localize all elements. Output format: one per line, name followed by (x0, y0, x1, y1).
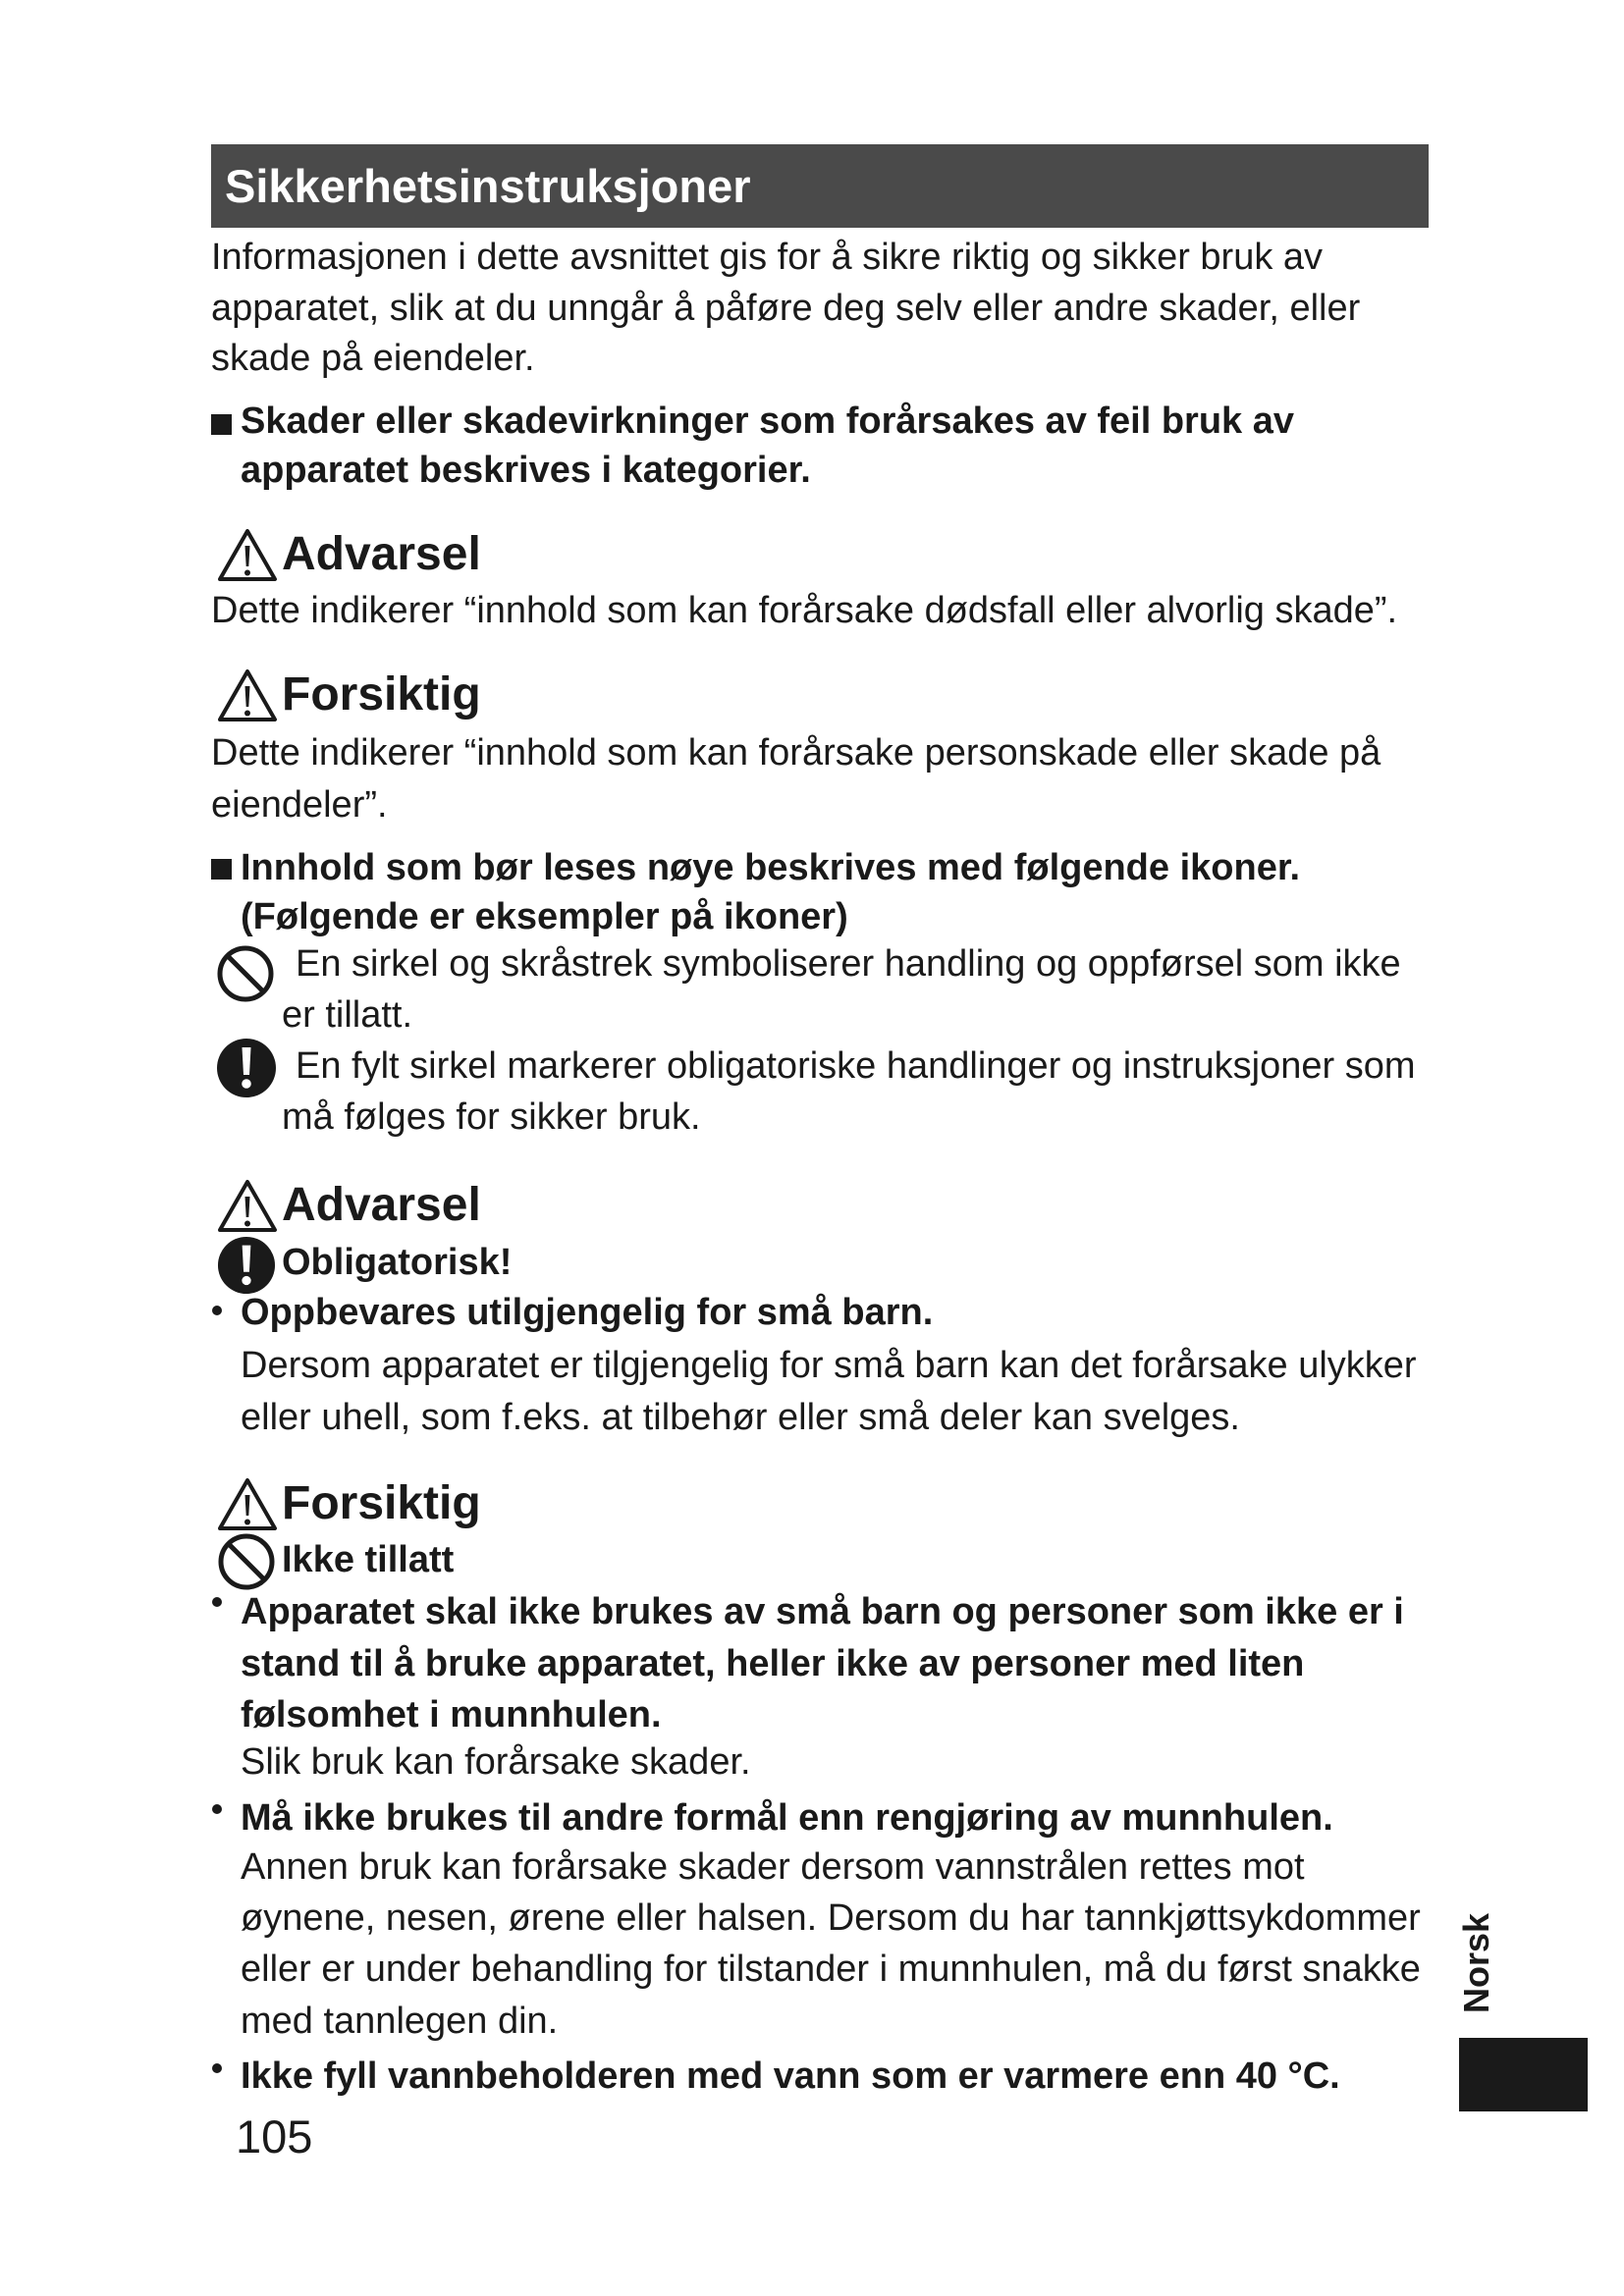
item-body-line: eller uhell, som f.eks. at tilbehør eller små deler kan svelges. (241, 1396, 1240, 1438)
warning-item-body (241, 1340, 1417, 1443)
mandatory-icon (216, 1038, 277, 1098)
intro-line: apparatet, slik at du unngår å påføre deg selv eller andre skader, eller (211, 287, 1361, 329)
caution-item-title (241, 1793, 1333, 1843)
item-body-line: eller er under behandling for tilstander i munnhulen, må du først snakke (241, 1949, 1421, 1991)
icon-example-prohibition (282, 939, 1401, 1041)
section-title: Sikkerhetsinstruksjoner (225, 160, 751, 212)
page-number: 105 (236, 2110, 313, 2163)
item-title-line: Oppbevares utilgjengelig for små barn. (241, 1292, 934, 1333)
icons-note-line: Innhold som bør leses nøye beskrives med følgende ikoner. (241, 847, 1301, 888)
bullet (212, 1306, 222, 1315)
level-heading-advarsel: Advarsel (282, 528, 481, 580)
item-title-line: Apparatet skal ikke brukes av små barn og personer som ikke er i (241, 1591, 1404, 1632)
item-body-line: Slik bruk kan forårsake skader. (241, 1741, 751, 1783)
caution-subheading (282, 1535, 454, 1584)
level-description-forsiktig (211, 727, 1380, 831)
item-body-line: Annen bruk kan forårsake skader dersom vannstrålen rettes mot (241, 1846, 1305, 1888)
level-description-line: eiendeler”. (211, 784, 388, 826)
bullet (212, 2063, 222, 2073)
prohibition-icon (216, 944, 275, 1003)
icon-example-mandatory (282, 1041, 1415, 1143)
section-header-bar (211, 144, 1429, 228)
warning-triangle-icon (216, 667, 279, 723)
warning-item-title (241, 1288, 933, 1337)
item-title-line: Ikke fyll vannbeholderen med vann som er varmere enn 40 °C. (241, 2056, 1340, 2097)
caution-item-body (241, 1737, 751, 1788)
icons-note-line: (Følgende er eksempler på ikoner) (241, 896, 848, 937)
square-bullet (211, 414, 232, 435)
icon-example-line: En sirkel og skråstrek symboliserer handling og oppførsel som ikke (296, 943, 1401, 985)
intro-line: Informasjonen i dette avsnittet gis for å sikre riktig og sikker bruk av (211, 237, 1324, 278)
level-description-line: Dette indikerer “innhold som kan forårsake personskade eller skade på (211, 732, 1381, 774)
bullet (212, 1597, 222, 1607)
icon-example-line: er tillatt. (282, 993, 413, 1036)
icon-example-line: En fylt sirkel markerer obligatoriske handlinger og instruksjoner som (296, 1045, 1416, 1087)
intro-paragraph (211, 233, 1360, 385)
subheading-text: Obligatorisk! (282, 1242, 513, 1283)
warning-triangle-icon (216, 527, 279, 583)
item-title-line: Må ikke brukes til andre formål enn rengjøring av munnhulen. (241, 1797, 1333, 1839)
square-bullet (211, 859, 232, 880)
item-title-line: stand til å bruke apparatet, heller ikke av personer med liten (241, 1642, 1305, 1684)
caution-item-title (241, 1586, 1404, 1741)
caution-item-body (241, 1842, 1421, 2047)
mandatory-icon (217, 1236, 276, 1295)
icon-example-line: må følges for sikker bruk. (282, 1096, 701, 1138)
intro-line: skade på eiendeler. (211, 338, 535, 379)
warning-triangle-icon (216, 1178, 279, 1234)
item-body-line: øynene, nesen, ørene eller halsen. Dersom du har tannkjøttsykdommer (241, 1897, 1421, 1940)
prohibition-icon (217, 1532, 276, 1591)
warning-triangle-icon (216, 1476, 279, 1532)
language-tab-marker (1459, 2038, 1588, 2111)
caution-item-title (241, 2052, 1340, 2102)
categories-note-line: apparatet beskrives i kategorier. (241, 450, 811, 491)
categories-note (241, 397, 1294, 495)
caution-section-heading: Forsiktig (282, 1477, 481, 1529)
warning-section-heading: Advarsel (282, 1179, 481, 1231)
item-body-line: med tannlegen din. (241, 2000, 559, 2042)
categories-note-line: Skader eller skadevirkninger som forårsakes av feil bruk av (241, 400, 1295, 442)
subheading-text: Ikke tillatt (282, 1539, 455, 1580)
item-body-line: Dersom apparatet er tilgjengelig for små barn kan det forårsake ulykker (241, 1345, 1417, 1386)
bullet (212, 1804, 222, 1814)
warning-subheading (282, 1238, 512, 1287)
language-tab-label: Norsk (1456, 1912, 1496, 2014)
item-title-line: følsomhet i munnhulen. (241, 1694, 662, 1735)
icons-note (241, 843, 1300, 941)
level-description-line: Dette indikerer “innhold som kan forårsake dødsfall eller alvorlig skade”. (211, 590, 1398, 631)
level-description-advarsel (211, 586, 1397, 636)
level-heading-forsiktig: Forsiktig (282, 668, 481, 721)
